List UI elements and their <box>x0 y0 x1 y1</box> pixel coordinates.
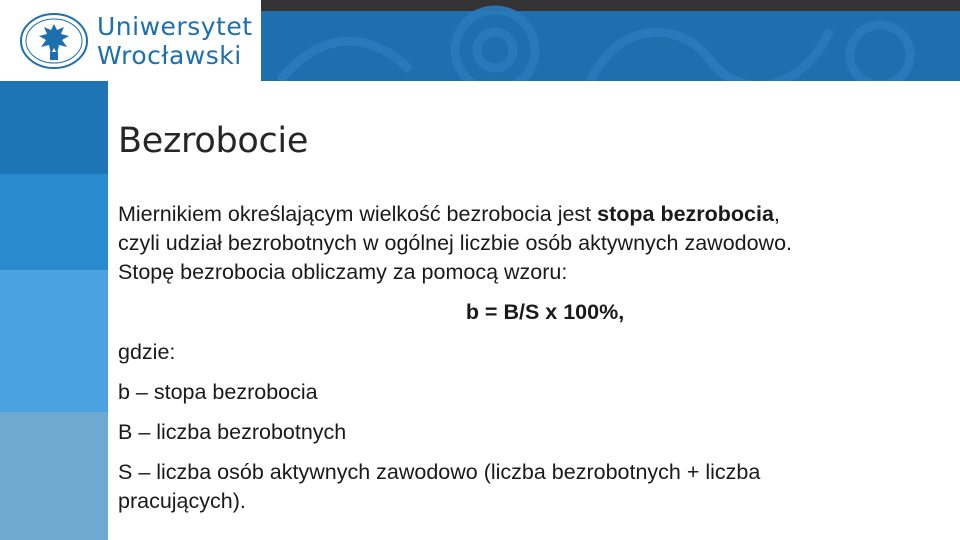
formula: b = B/S x 100%, <box>465 300 625 324</box>
university-logo <box>0 0 261 81</box>
logo-line-2: Wrocławski <box>97 41 242 70</box>
para-line-1 <box>118 200 948 229</box>
banner-ornament <box>260 0 960 81</box>
para-line-1-text: Miernikiem określającym wielkość bezrobocia jest <box>118 202 598 226</box>
slide-title: Bezrobocie <box>118 121 309 161</box>
definition-S-line-1: S – liczba osób aktywnych zawodowo (liczba bezrobotnych + liczba <box>118 460 761 484</box>
logo-wordmark <box>97 12 253 70</box>
logo-line-1: Uniwersytet <box>97 12 253 41</box>
definition-S-line-2: pracujących). <box>118 489 246 513</box>
side-stripe-1 <box>0 81 108 174</box>
para-line-2: czyli udział bezrobotnych w ogólnej liczbie osób aktywnych zawodowo. <box>118 231 793 255</box>
slide-body <box>118 200 948 516</box>
side-stripe-2 <box>0 174 108 270</box>
para-line-1-comma: , <box>773 202 780 226</box>
side-stripe-4 <box>0 412 108 540</box>
side-stripe-3 <box>0 270 108 412</box>
definition-B: B – liczba bezrobotnych <box>118 420 347 444</box>
university-seal-icon <box>19 12 89 70</box>
para-line-3: Stopę bezrobocia obliczamy za pomocą wzoru: <box>118 260 568 284</box>
definition-b: b – stopa bezrobocia <box>118 380 318 404</box>
intro-paragraph <box>118 200 948 287</box>
term-stopa-bezrobocia: stopa bezrobocia <box>597 202 774 226</box>
where-label: gdzie: <box>118 340 176 364</box>
